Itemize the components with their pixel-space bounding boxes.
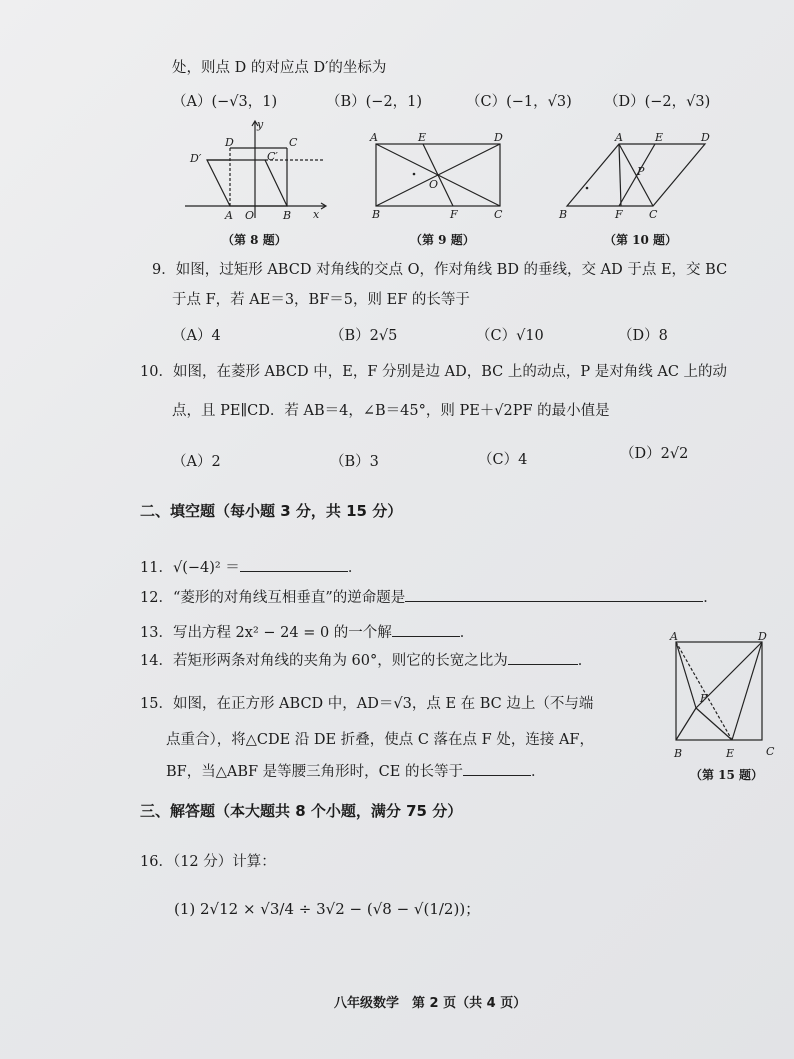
question-10-line-2: 点，且 PE∥CD．若 AB＝4，∠B＝45°，则 PE＋√2PF 的最小值是: [172, 403, 610, 419]
section-3-heading: 三、解答题（本大题共 8 个小题，满分 75 分）: [140, 802, 463, 820]
fig8-label-y: y: [257, 118, 264, 131]
fig8-label-d-prime: D′: [190, 152, 202, 165]
fig9-label-o: O: [429, 178, 439, 191]
section-2-heading: 二、填空题（每小题 3 分，共 15 分）: [140, 502, 403, 520]
question-14: [140, 649, 592, 670]
q9-option-b: （B）2√5: [330, 328, 398, 344]
q9-option-c: （C）√10: [476, 328, 544, 344]
q11-answer-blank[interactable]: [240, 557, 348, 572]
fig9-label-f: F: [450, 208, 458, 221]
figure-9-diagram: [370, 130, 510, 220]
fig15-label-c: C: [766, 745, 775, 758]
fig15-label-f: F: [700, 692, 708, 705]
q14-answer-blank[interactable]: [508, 650, 578, 665]
q14-text: 14．若矩形两条对角线的夹角为 60°，则它的长宽之比为: [140, 653, 508, 669]
question-9-line-1: 9．如图，过矩形 ABCD 对角线的交点 O，作对角线 BD 的垂线，交 AD 于点 E，交 BC: [152, 262, 728, 278]
q10-option-a: （A）2: [172, 454, 221, 470]
question-9-line-2: 于点 F，若 AE＝3，BF＝5，则 EF 的长等于: [172, 292, 470, 308]
fig8-label-d: D: [225, 136, 234, 149]
question-12: [140, 586, 718, 607]
page-footer: 八年级数学 第 2 页（共 4 页）: [334, 996, 527, 1011]
fig8-label-x: x: [313, 208, 320, 221]
q15-period: ．: [530, 764, 546, 780]
fig10-label-p: P: [637, 165, 645, 178]
figure-8-diagram: [185, 118, 335, 228]
q11-expression: √(−4)² ＝: [172, 560, 240, 576]
question-16-title: 16．（12 分）计算：: [140, 854, 276, 870]
figure-15-caption: （第 15 题）: [690, 768, 764, 782]
fig10-label-d: D: [701, 131, 710, 144]
fig15-label-d: D: [758, 630, 767, 643]
q9-option-d: （D）8: [618, 328, 668, 344]
question-15-line-3: [166, 760, 545, 781]
q8-option-c: （C）(−1，√3): [466, 94, 572, 110]
fig10-label-b: B: [559, 208, 568, 221]
fig15-label-e: E: [726, 747, 735, 760]
q14-period: ．: [577, 653, 593, 669]
question-8-tail: 处，则点 D 的对应点 D′的坐标为: [172, 60, 387, 76]
q10-option-b: （B）3: [330, 454, 379, 470]
fig9-label-b: B: [372, 208, 381, 221]
q9-option-a: （A）4: [172, 328, 221, 344]
fig10-label-a: A: [615, 131, 623, 144]
fig8-label-b: B: [283, 209, 292, 222]
fig8-label-c-prime: C′: [267, 150, 278, 163]
fig8-label-o: O: [245, 209, 255, 222]
q15-answer-blank[interactable]: [463, 761, 531, 776]
q10-option-c: （C）4: [478, 452, 528, 468]
q11-period: ．: [347, 560, 363, 576]
fig9-label-a: A: [370, 131, 378, 144]
question-15-line-2: 点重合），将△CDE 沿 DE 折叠，使点 C 落在点 F 处，连接 AF，: [166, 732, 594, 748]
q11-number: 11．: [140, 560, 173, 576]
figure-8-caption: （第 8 题）: [222, 233, 287, 247]
fig10-label-f: F: [615, 208, 623, 221]
fig10-label-c: C: [649, 208, 658, 221]
fig9-label-c: C: [494, 208, 503, 221]
q12-period: ．: [703, 590, 718, 606]
question-16-part-1: (1) 2√12 × √3/4 ÷ 3√2 − (√8 − √(1/2))；: [174, 900, 481, 918]
q10-option-d: （D）2√2: [620, 446, 689, 462]
figure-10-diagram: [555, 130, 715, 220]
fig15-label-b: B: [674, 747, 683, 760]
q8-option-d: （D）(−2，√3): [604, 94, 711, 110]
fig9-label-e: E: [418, 131, 427, 144]
figure-15-diagram: [668, 630, 778, 762]
question-15-line-1: 15．如图，在正方形 ABCD 中，AD＝√3，点 E 在 BC 边上（不与端: [140, 696, 594, 712]
question-13: [140, 621, 474, 642]
fig8-label-a: A: [225, 209, 233, 222]
figure-10-caption: （第 10 题）: [604, 233, 678, 247]
fig8-label-c: C: [289, 136, 298, 149]
q12-text: 12．“菱形的对角线互相垂直”的逆命题是: [140, 590, 406, 606]
q12-answer-blank[interactable]: [405, 587, 703, 602]
question-10-line-1: 10．如图，在菱形 ABCD 中，E，F 分别是边 AD，BC 上的动点，P 是对角线 AC 上的动: [140, 364, 728, 380]
question-11: [140, 556, 362, 577]
q13-answer-blank[interactable]: [392, 622, 460, 637]
q13-period: ．: [459, 625, 475, 641]
figure-9-caption: （第 9 题）: [410, 233, 475, 247]
fig15-label-a: A: [670, 630, 678, 643]
q15-text: BF，当△ABF 是等腰三角形时，CE 的长等于: [166, 764, 463, 780]
q8-option-b: （B）(−2，1): [326, 94, 423, 110]
fig9-label-d: D: [494, 131, 503, 144]
q8-option-a: （A）(−√3，1): [172, 94, 278, 110]
fig10-label-e: E: [655, 131, 664, 144]
q13-text: 13．写出方程 2x² − 24 = 0 的一个解: [140, 625, 392, 641]
